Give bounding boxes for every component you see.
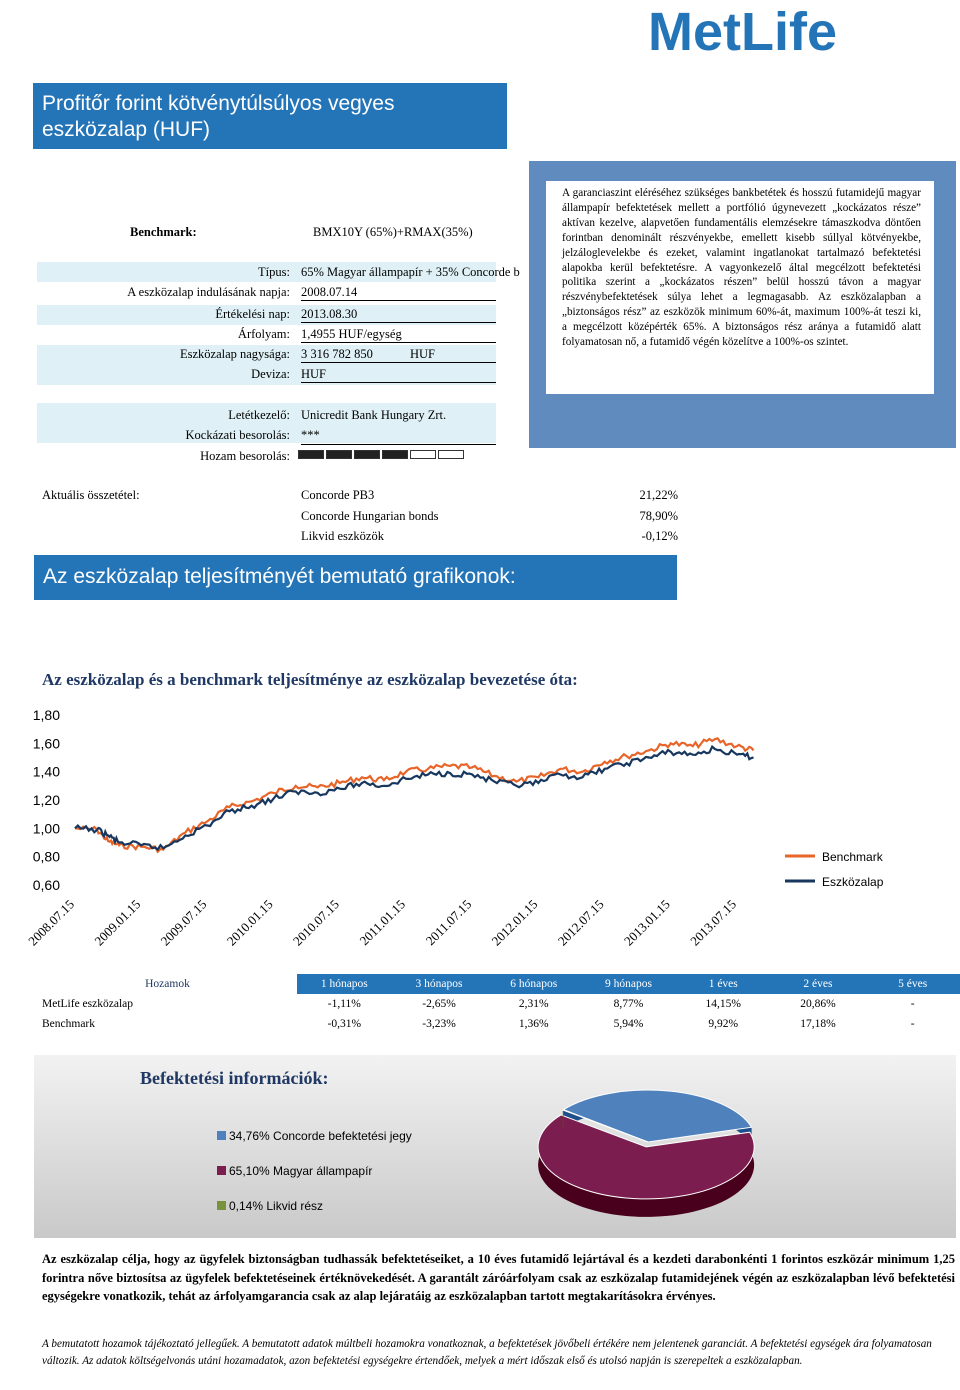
yield-cell: - xyxy=(910,1018,915,1030)
info-label-size: Eszközalap nagysága: xyxy=(179,347,290,361)
x-tick-label: 2013.07.15 xyxy=(687,896,740,949)
x-tick-label: 2012.01.15 xyxy=(488,896,541,949)
info-value-risk: *** xyxy=(301,428,496,445)
series-line xyxy=(75,747,754,850)
pie-legend-item xyxy=(217,1199,323,1213)
yield-header-cell: 2 éves xyxy=(771,974,866,994)
yield-cell: -1,11% xyxy=(327,998,361,1010)
yield-cell: Benchmark xyxy=(42,1018,96,1030)
description-text: A garanciaszint eléréséhez szükséges bankbetétek és hosszú futamidejű magyar állampapír befektetések mellett a portfólió úgynevezett „kockázatos része” aktívan kezelve, alapvetően fundamentális elemzésekre támaszkodva döntően forintban denominált részvényekbe, emellett kisebb súllyal kötvényekbe, jelzáloglevelekbe és ezeket, valamint ingatlanokat tartalmazó befektetési alapokba kerül befektetésre. A vagyonkezelő által megcélzott befektetési politika szerint a „kockázatos részen” belül hosszú távon a magyar részvénybefektetések súlya lehet a legmagasabb. Az eszközalapban a „biztonságos rész” az eszközök minimum 60%-át, maximum 100%-át teszi ki, a megcélzott középérték 65%. A biztonságos rész aránya a futamidő alatt folyamatosan nő, a futamidő végén közelítve a 100%-os szintet. xyxy=(562,187,921,349)
yield-cell: 5,94% xyxy=(613,1018,644,1030)
pie-legend-label: 65,10% Magyar állampapír xyxy=(229,1164,373,1178)
info-value-size-unit: HUF xyxy=(410,347,436,361)
fund-goal-text: Az eszközalap célja, hogy az ügyfelek biztonságban tudhassák befektetéseiket, a 10 éves futamidő lejártával és a kezdeti darabonkénti 1 forintos eszközár minimum 1,25 forintra nőve biztosítsa az ügyfelek befektetéseinek értéknövekedését. A garantált záróárfolyam csak az eszközalap futamidejének végén az eszközalapban lévő befektetési egységekre vonatkozik, tehát az árfolyamgarancia csak az alap lejáratáig az eszközalapban tartott megtakarításokra érvényes. xyxy=(42,1252,955,1303)
y-tick-label: 1,00 xyxy=(32,820,60,837)
x-tick-label: 2011.07.15 xyxy=(422,896,475,949)
y-tick-label: 0,60 xyxy=(32,877,60,893)
y-tick-label: 1,80 xyxy=(32,707,60,723)
rating-box xyxy=(326,450,352,459)
table-row xyxy=(38,994,960,1014)
composition-item-value: 78,90% xyxy=(639,509,678,523)
info-label-price: Árfolyam: xyxy=(237,327,290,341)
composition-item-value: -0,12% xyxy=(641,529,678,543)
yield-cell: 14,15% xyxy=(705,998,741,1010)
yield-cell: - xyxy=(910,998,915,1010)
yield-table-header xyxy=(38,974,960,994)
yield-header-cell: 6 hónapos xyxy=(486,974,581,994)
performance-heading: Az eszközalap teljesítményét bemutató grafikonok: xyxy=(34,555,677,600)
info-value-price: 1,4955 HUF/egység xyxy=(301,327,496,343)
info-value-start: 2008.07.14 xyxy=(301,285,496,301)
title-line-1: Profitőr forint kötvénytúlsúlyos vegyes xyxy=(42,92,395,115)
yield-cell: -3,23% xyxy=(422,1018,456,1030)
rating-box xyxy=(410,450,436,459)
pie-legend-item xyxy=(217,1164,372,1178)
rating-box xyxy=(354,450,380,459)
yield-cell: 20,86% xyxy=(800,998,836,1010)
pie-legend-label: 34,76% Concorde befektetési jegy xyxy=(229,1129,412,1143)
benchmark-label: Benchmark: xyxy=(130,225,197,239)
info-label-valuation: Értékelési nap: xyxy=(215,307,290,321)
rating-box xyxy=(438,450,464,459)
yield-cell: 1,36% xyxy=(518,1018,549,1030)
info-label-type: Típus: xyxy=(258,265,290,279)
x-tick-label: 2008.07.15 xyxy=(25,896,78,949)
metlife-logo xyxy=(648,4,954,58)
logo-text: MetLife xyxy=(648,4,837,58)
info-value-type: 65% Magyar állampapír + 35% Concorde b xyxy=(301,265,520,279)
x-tick-label: 2009.01.15 xyxy=(91,896,144,949)
legend-swatch xyxy=(217,1131,226,1140)
x-tick-label: 2011.01.15 xyxy=(356,896,409,949)
info-value-currency: HUF xyxy=(301,367,496,383)
yield-header-cell: 3 hónapos xyxy=(392,974,487,994)
info-label-risk: Kockázati besorolás: xyxy=(185,428,290,442)
info-label-start: A eszközalap indulásának napja: xyxy=(127,285,290,299)
benchmark-value: BMX10Y (65%)+RMAX(35%) xyxy=(313,225,473,239)
yield-table xyxy=(38,974,960,1034)
y-tick-label: 0,80 xyxy=(32,848,60,865)
composition-item-value: 21,22% xyxy=(639,488,678,502)
yield-header-cell: 1 hónapos xyxy=(297,974,392,994)
yield-cell: 8,77% xyxy=(613,998,644,1010)
page-title xyxy=(33,83,507,149)
legend-label: Eszközalap xyxy=(822,875,884,889)
composition-item-name: Concorde Hungarian bonds xyxy=(301,509,439,523)
yield-cell: -0,31% xyxy=(327,1018,362,1030)
y-tick-label: 1,40 xyxy=(32,763,60,780)
x-tick-label: 2010.07.15 xyxy=(289,896,342,949)
y-tick-label: 1,20 xyxy=(32,792,60,808)
x-tick-label: 2010.01.15 xyxy=(223,896,276,949)
rating-box xyxy=(298,450,324,459)
yield-header-cell: 1 éves xyxy=(676,974,771,994)
series-line xyxy=(75,738,754,851)
legend-swatch xyxy=(217,1201,226,1210)
info-value-custodian: Unicredit Bank Hungary Zrt. xyxy=(301,408,447,422)
x-tick-label: 2012.07.15 xyxy=(554,896,607,949)
disclaimer-text: A bemutatott hozamok tájékoztató jellegűek. A bemutatott adatok múltbeli hozamokra vonatkoznak, a befektetések jövőbeli értékére nem jelentenek garanciát. A befektetési egységek ára folyamatosan változik. Az adatok költségelvonás utáni hozamadatok, azon befektetési egységekre értendőek, melyek a mért időszak első és utolsó napján is szerepeltek a eszközalapban. xyxy=(42,1338,932,1367)
x-tick-label: 2013.01.15 xyxy=(620,896,673,949)
legend-swatch xyxy=(217,1166,226,1175)
pie-slice-side xyxy=(563,1110,564,1128)
yield-header-cell: 5 éves xyxy=(865,974,960,994)
info-label-custodian: Letétkezelő: xyxy=(228,408,290,422)
x-tick-label: 2009.07.15 xyxy=(157,896,210,949)
performance-chart xyxy=(0,700,960,960)
info-label-yield-rating: Hozam besorolás: xyxy=(200,449,290,463)
yield-rating-bar xyxy=(298,450,468,464)
composition-label: Aktuális összetétel: xyxy=(42,488,140,502)
pie-legend-item xyxy=(217,1129,412,1143)
yield-cell: 9,92% xyxy=(708,1018,739,1030)
chart-title: Az eszközalap és a benchmark teljesítménye az eszközalap bevezetése óta: xyxy=(42,670,578,689)
yield-header-cell: Hozamok xyxy=(38,974,297,994)
yield-header-cell: 9 hónapos xyxy=(581,974,676,994)
yield-cell: 17,18% xyxy=(800,1018,836,1030)
info-value-valuation: 2013.08.30 xyxy=(301,307,496,323)
info-value-size: 3 316 782 850 xyxy=(301,347,496,363)
legend-label: Benchmark xyxy=(822,850,883,864)
y-tick-label: 1,60 xyxy=(32,735,60,752)
yield-cell: -2,65% xyxy=(422,998,456,1010)
rating-box xyxy=(382,450,408,459)
title-line-2: eszközalap (HUF) xyxy=(42,118,211,141)
info-label-currency: Deviza: xyxy=(251,367,290,381)
composition-item-name: Likvid eszközök xyxy=(301,529,384,543)
allocation-pie-chart xyxy=(520,1080,780,1230)
pie-legend-label: 0,14% Likvid rész xyxy=(229,1199,324,1213)
table-row xyxy=(38,1014,960,1034)
yield-cell: MetLife eszközalap xyxy=(42,998,133,1010)
yield-cell: 2,31% xyxy=(518,998,549,1010)
composition-item-name: Concorde PB3 xyxy=(301,488,375,502)
investment-title: Befektetési információk: xyxy=(140,1068,329,1088)
